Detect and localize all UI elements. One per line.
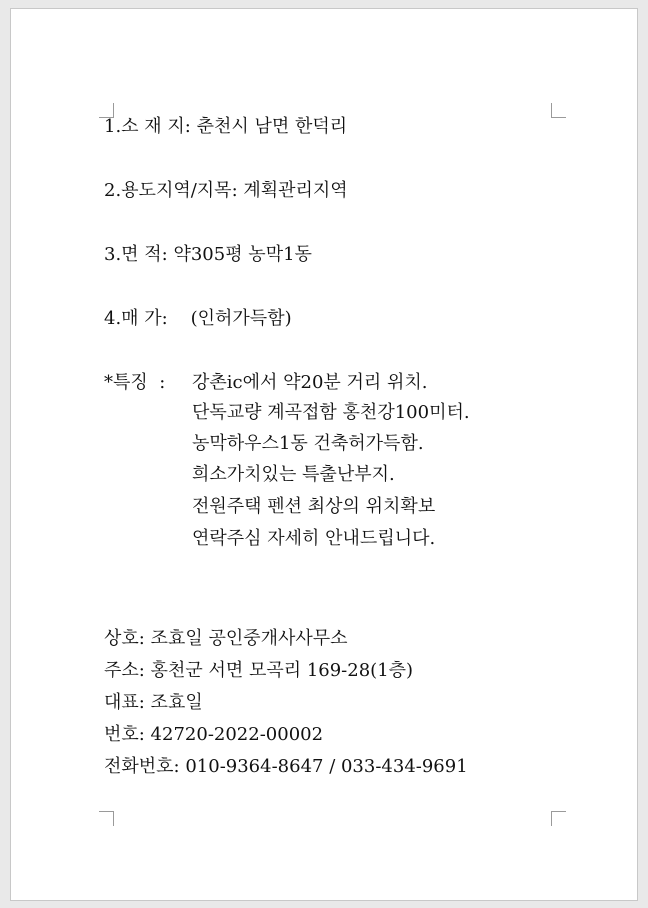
agency-registration-number: 번호: 42720-2022-00002 [104, 724, 324, 745]
feature-item: 연락주심 자세히 안내드립니다. [192, 528, 436, 549]
feature-item: 단독교량 계곡접함 홍천강100미터. [192, 402, 470, 423]
agency-address: 주소: 홍천군 서면 모곡리 169-28(1층) [104, 660, 414, 681]
margin-corner-bottom-right [551, 811, 566, 826]
margin-corner-bottom-left [99, 811, 114, 826]
agency-name: 상호: 조효일 공인중개사사무소 [104, 628, 348, 649]
zoning-line: 2.용도지역/지목: 계획관리지역 [104, 180, 348, 201]
agency-phone: 전화번호: 010-9364-8647 / 033-434-9691 [104, 756, 468, 777]
features-label: *특징 : [104, 372, 172, 393]
feature-item: 강촌ic에서 약20분 거리 위치. [192, 372, 428, 393]
area-line: 3.면 적: 약305평 농막1동 [104, 244, 312, 265]
price-line: 4.매 가: (인허가득함) [104, 308, 292, 329]
document-page [10, 8, 638, 901]
feature-item: 농막하우스1동 건축허가득함. [192, 433, 424, 454]
feature-item: 전원주택 펜션 최상의 위치확보 [192, 496, 436, 517]
location-line: 1.소 재 지: 춘천시 남면 한덕리 [104, 116, 348, 137]
agency-representative: 대표: 조효일 [104, 692, 203, 713]
margin-corner-top-right [551, 103, 566, 118]
feature-item: 희소가치있는 특출난부지. [192, 464, 395, 485]
